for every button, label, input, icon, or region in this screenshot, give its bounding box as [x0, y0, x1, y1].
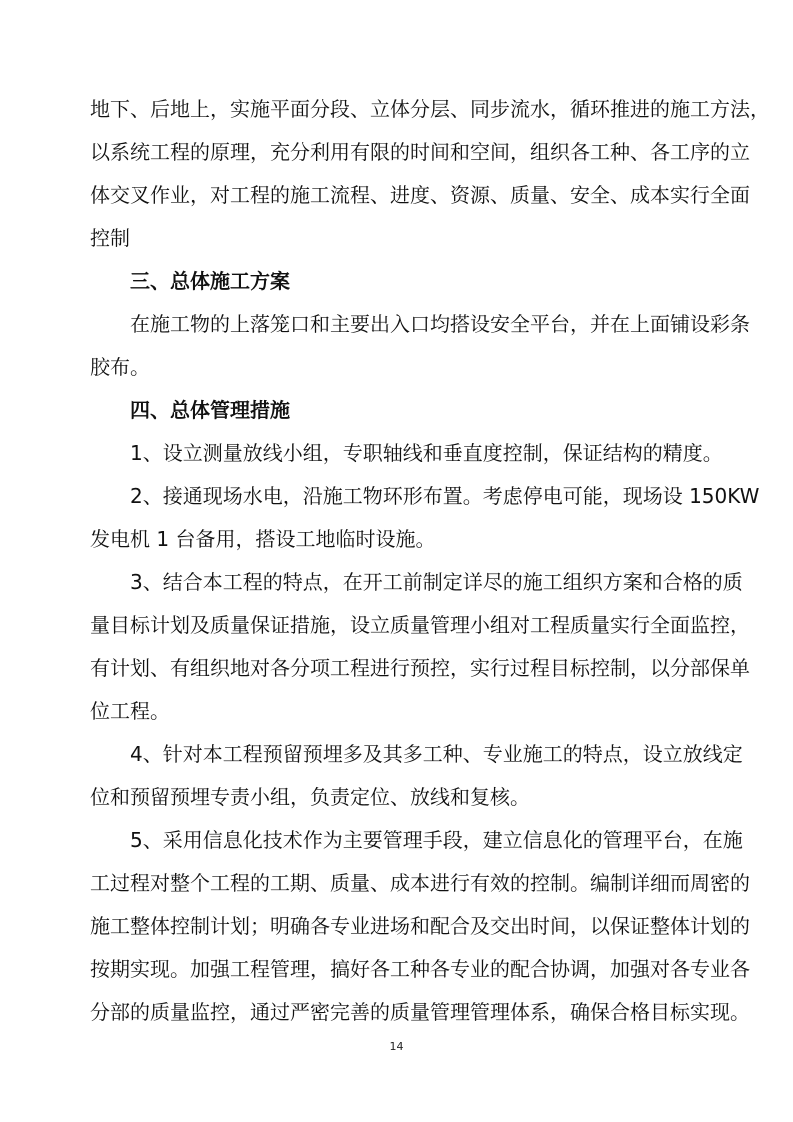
text-line: 2、接通现场水电，沿施工物环形布置。考虑停电可能，现场设 150KW [130, 484, 760, 508]
paragraph [90, 475, 760, 561]
paragraph [90, 303, 750, 389]
text-line: 位和预留预埋专责小组，负责定位、放线和复核。 [90, 785, 530, 809]
text-line: 4、针对本工程预留预埋多及其多工种、专业施工的特点，设立放线定 [130, 742, 743, 766]
text-line: 地下、后地上，实施平面分段、立体分层、同步流水，循环推进的施工方法， [90, 97, 770, 121]
paragraph [90, 432, 723, 475]
text-line: 胶布。 [90, 355, 150, 379]
text-line: 按期实现。加强工程管理，搞好各工种各专业的配合协调，加强对各专业各 [90, 957, 750, 981]
paragraph [90, 819, 750, 1034]
section-heading [90, 389, 708, 432]
text-line: 以系统工程的原理，充分利用有限的时间和空间，组织各工种、各工序的立 [90, 140, 750, 164]
heading-text: 三、总体施工方案 [130, 269, 290, 293]
text-line: 量目标计划及质量保证措施，设立质量管理小组对工程质量实行全面监控， [90, 613, 750, 637]
text-line: 有计划、有组织地对各分项工程进行预控，实行过程目标控制，以分部保单 [90, 656, 750, 680]
page-number: 14 [389, 1040, 404, 1053]
text-line: 施工整体控制计划；明确各专业进场和配合及交出时间，以保证整体计划的 [90, 914, 750, 938]
text-line: 3、结合本工程的特点，在开工前制定详尽的施工组织方案和合格的质 [130, 570, 743, 594]
text-line: 分部的质量监控，通过严密完善的质量管理管理体系，确保合格目标实现。 [90, 1000, 750, 1024]
text-line: 5、采用信息化技术作为主要管理手段，建立信息化的管理平台，在施 [130, 828, 743, 852]
text-line: 发电机 1 台备用，搭设工地临时设施。 [90, 527, 436, 551]
text-line: 1、设立测量放线小组，专职轴线和垂直度控制，保证结构的精度。 [130, 441, 723, 465]
text-line: 控制 [90, 226, 130, 250]
document-body [90, 88, 770, 1034]
heading-text: 四、总体管理措施 [130, 398, 290, 422]
text-line: 位工程。 [90, 699, 170, 723]
paragraph [90, 733, 743, 819]
text-line: 体交叉作业，对工程的施工流程、进度、资源、质量、安全、成本实行全面 [90, 183, 750, 207]
section-heading [90, 260, 708, 303]
text-line: 在施工物的上落笼口和主要出入口均搭设安全平台，并在上面铺设彩条 [130, 312, 750, 336]
paragraph [90, 88, 770, 260]
text-line: 工过程对整个工程的工期、质量、成本进行有效的控制。编制详细而周密的 [90, 871, 750, 895]
paragraph [90, 561, 750, 733]
